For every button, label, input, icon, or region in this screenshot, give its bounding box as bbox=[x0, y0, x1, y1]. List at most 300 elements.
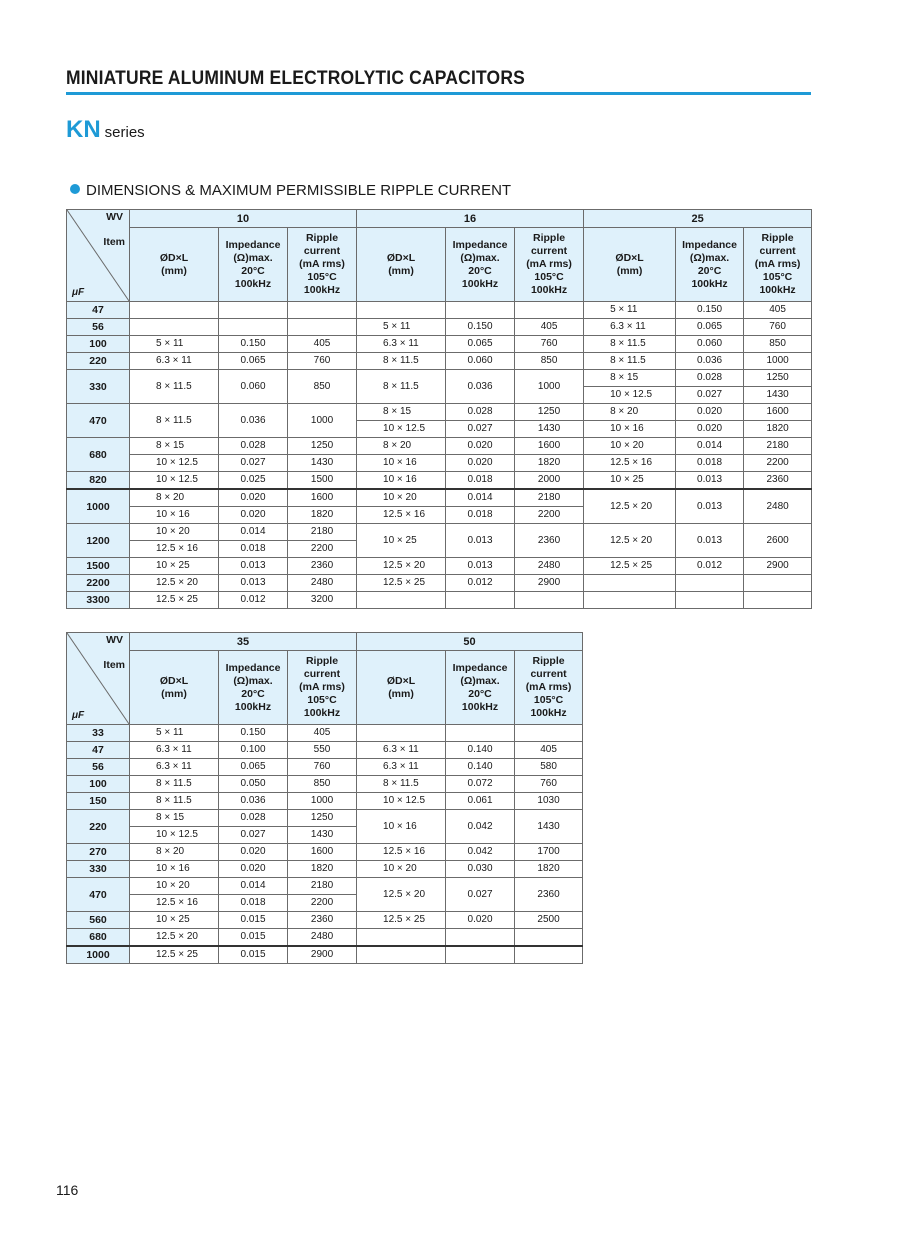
ripple-cell: 1820 bbox=[744, 421, 812, 438]
dimension-cell: 8 × 11.5 bbox=[130, 793, 219, 810]
series-code: KN bbox=[66, 116, 101, 143]
table-row bbox=[67, 336, 812, 353]
ripple-cell: 1500 bbox=[288, 472, 357, 490]
impedance-cell: 0.036 bbox=[446, 370, 515, 404]
dimension-cell: 12.5 × 25 bbox=[357, 912, 446, 929]
impedance-cell: 0.013 bbox=[446, 524, 515, 558]
rip-subheader-line: current bbox=[530, 668, 567, 680]
ripple-cell: 2360 bbox=[744, 472, 812, 490]
dimension-cell: 10 × 12.5 bbox=[584, 387, 676, 404]
dim-subheader-line: (mm) bbox=[161, 264, 187, 277]
imp-subheader-line: (Ω)max. bbox=[460, 674, 500, 687]
dimension-cell: 5 × 11 bbox=[130, 725, 219, 742]
table-row bbox=[67, 759, 583, 776]
impedance-cell bbox=[219, 302, 288, 319]
table-row bbox=[67, 302, 812, 319]
dimension-cell: 8 × 11.5 bbox=[130, 404, 219, 438]
impedance-cell: 0.065 bbox=[219, 759, 288, 776]
ripple-cell: 2360 bbox=[515, 878, 583, 912]
capacitance-cell: 1500 bbox=[67, 558, 130, 575]
voltage-header: 16 bbox=[357, 210, 584, 228]
ripple-cell: 760 bbox=[515, 776, 583, 793]
impedance-cell: 0.013 bbox=[676, 472, 744, 490]
imp-subheader-line: (Ω)max. bbox=[689, 251, 730, 264]
ripple-cell: 405 bbox=[515, 319, 584, 336]
imp-subheader-line: 20°C bbox=[241, 687, 265, 700]
table-row bbox=[67, 455, 812, 472]
table-row bbox=[67, 558, 812, 575]
dim-subheader-line: ØD×L bbox=[386, 251, 416, 264]
ripple-cell bbox=[288, 302, 357, 319]
ripple-cell: 1430 bbox=[515, 421, 584, 438]
capacitance-cell: 100 bbox=[67, 776, 130, 793]
rip-subheader-line: 105°C bbox=[533, 694, 564, 706]
ripple-cell: 2360 bbox=[288, 558, 357, 575]
dimension-cell: 12.5 × 16 bbox=[584, 455, 676, 472]
dimension-cell: 8 × 11.5 bbox=[584, 353, 676, 370]
dimension-cell: 5 × 11 bbox=[584, 302, 676, 319]
imp-subheader-line: Impedance bbox=[452, 238, 508, 251]
dimension-cell: 8 × 20 bbox=[584, 404, 676, 421]
dimension-cell: 8 × 15 bbox=[130, 438, 219, 455]
dim-subheader bbox=[130, 228, 219, 302]
rip-subheader-line: Ripple bbox=[305, 655, 339, 667]
impedance-cell: 0.072 bbox=[446, 776, 515, 793]
dimension-cell: 8 × 11.5 bbox=[357, 353, 446, 370]
ripple-cell: 1820 bbox=[288, 507, 357, 524]
dim-subheader bbox=[357, 228, 446, 302]
section-heading bbox=[70, 182, 511, 199]
rip-subheader-line: 105°C bbox=[307, 694, 337, 706]
table-row bbox=[67, 404, 812, 421]
rip-subheader-line: Ripple bbox=[305, 232, 339, 244]
dimension-cell: 10 × 20 bbox=[130, 524, 219, 541]
corner-header bbox=[67, 633, 130, 725]
impedance-cell: 0.012 bbox=[676, 558, 744, 575]
ripple-cell: 405 bbox=[288, 725, 357, 742]
impedance-cell: 0.015 bbox=[219, 929, 288, 947]
ripple-cell: 1820 bbox=[288, 861, 357, 878]
impedance-cell: 0.020 bbox=[219, 844, 288, 861]
table-row bbox=[67, 861, 583, 878]
imp-subheader-line: 100kHz bbox=[234, 700, 272, 713]
imp-subheader-line: Impedance bbox=[225, 661, 281, 674]
ripple-cell: 2480 bbox=[744, 489, 812, 524]
rip-subheader-line: 100kHz bbox=[530, 284, 568, 296]
dimension-cell: 8 × 11.5 bbox=[130, 776, 219, 793]
ripple-cell: 3200 bbox=[288, 592, 357, 609]
ripple-cell: 1820 bbox=[515, 455, 584, 472]
dimension-cell: 8 × 20 bbox=[357, 438, 446, 455]
title-rule bbox=[66, 92, 811, 95]
ripple-cell: 850 bbox=[515, 353, 584, 370]
rip-subheader-line: 105°C bbox=[534, 271, 564, 283]
dimension-cell bbox=[130, 302, 219, 319]
dimension-cell: 8 × 15 bbox=[357, 404, 446, 421]
impedance-cell: 0.020 bbox=[219, 861, 288, 878]
ripple-cell: 2900 bbox=[515, 575, 584, 592]
impedance-cell: 0.065 bbox=[219, 353, 288, 370]
dim-subheader-line: ØD×L bbox=[615, 251, 644, 264]
rip-subheader bbox=[515, 651, 583, 725]
ripple-cell bbox=[288, 319, 357, 336]
impedance-cell: 0.140 bbox=[446, 742, 515, 759]
capacitance-cell: 1000 bbox=[67, 489, 130, 524]
impedance-cell: 0.014 bbox=[446, 489, 515, 507]
ripple-cell: 2500 bbox=[515, 912, 583, 929]
impedance-cell: 0.050 bbox=[219, 776, 288, 793]
table-row bbox=[67, 472, 812, 490]
impedance-cell: 0.014 bbox=[219, 524, 288, 541]
ripple-cell: 2480 bbox=[288, 575, 357, 592]
impedance-cell: 0.061 bbox=[446, 793, 515, 810]
dimension-cell: 12.5 × 20 bbox=[130, 575, 219, 592]
dimension-cell: 10 × 12.5 bbox=[357, 421, 446, 438]
dimension-cell: 8 × 20 bbox=[130, 489, 219, 507]
dimension-cell: 8 × 11.5 bbox=[130, 370, 219, 404]
ripple-cell: 2180 bbox=[288, 524, 357, 541]
impedance-cell: 0.027 bbox=[676, 387, 744, 404]
rip-subheader-line: Ripple bbox=[533, 232, 566, 244]
dimension-cell: 12.5 × 20 bbox=[130, 929, 219, 947]
imp-subheader-line: 20°C bbox=[697, 264, 722, 277]
dimension-cell bbox=[130, 319, 219, 336]
table-row bbox=[67, 844, 583, 861]
ripple-cell: 760 bbox=[288, 353, 357, 370]
ripple-cell: 1250 bbox=[744, 370, 812, 387]
dimension-cell: 12.5 × 25 bbox=[130, 592, 219, 609]
imp-subheader-line: 100kHz bbox=[691, 277, 728, 290]
page-title: MINIATURE ALUMINUM ELECTROLYTIC CAPACITORS bbox=[66, 68, 525, 89]
impedance-cell: 0.065 bbox=[676, 319, 744, 336]
ripple-cell: 2200 bbox=[515, 507, 584, 524]
dimension-cell bbox=[357, 592, 446, 609]
dimension-cell: 10 × 12.5 bbox=[130, 827, 219, 844]
impedance-cell: 0.065 bbox=[446, 336, 515, 353]
dim-subheader bbox=[584, 228, 676, 302]
dimension-cell: 6.3 × 11 bbox=[357, 336, 446, 353]
impedance-cell bbox=[446, 592, 515, 609]
rip-subheader-line: 100kHz bbox=[303, 707, 341, 719]
impedance-cell: 0.036 bbox=[219, 404, 288, 438]
impedance-cell: 0.028 bbox=[446, 404, 515, 421]
ripple-cell bbox=[515, 302, 584, 319]
dimension-cell: 12.5 × 20 bbox=[357, 878, 446, 912]
capacitance-cell: 560 bbox=[67, 912, 130, 929]
table-row bbox=[67, 946, 583, 964]
imp-subheader bbox=[219, 651, 288, 725]
capacitance-cell: 150 bbox=[67, 793, 130, 810]
dimension-cell: 6.3 × 11 bbox=[584, 319, 676, 336]
table-row bbox=[67, 878, 583, 895]
impedance-cell: 0.028 bbox=[676, 370, 744, 387]
rip-subheader-line: 100kHz bbox=[759, 284, 796, 296]
rip-subheader-line: Ripple bbox=[532, 655, 565, 667]
impedance-cell: 0.015 bbox=[219, 912, 288, 929]
table-row bbox=[67, 776, 583, 793]
impedance-cell: 0.060 bbox=[446, 353, 515, 370]
impedance-cell: 0.015 bbox=[219, 946, 288, 964]
ripple-cell: 2900 bbox=[288, 946, 357, 964]
ripple-cell: 2600 bbox=[744, 524, 812, 558]
impedance-cell: 0.014 bbox=[676, 438, 744, 455]
ripple-cell: 1430 bbox=[288, 827, 357, 844]
impedance-cell: 0.018 bbox=[219, 541, 288, 558]
imp-subheader bbox=[446, 651, 515, 725]
rip-subheader-line: current bbox=[303, 245, 341, 257]
impedance-cell: 0.020 bbox=[446, 438, 515, 455]
dim-subheader-line: ØD×L bbox=[386, 674, 416, 687]
impedance-cell bbox=[446, 946, 515, 964]
imp-subheader-line: 100kHz bbox=[461, 277, 499, 290]
ripple-cell: 1430 bbox=[288, 455, 357, 472]
table-row bbox=[67, 524, 812, 541]
table-row bbox=[67, 742, 583, 759]
ripple-cell: 2900 bbox=[744, 558, 812, 575]
ripple-cell: 1700 bbox=[515, 844, 583, 861]
voltage-header: 50 bbox=[357, 633, 583, 651]
imp-subheader-line: 100kHz bbox=[234, 277, 272, 290]
dimension-cell: 8 × 15 bbox=[130, 810, 219, 827]
ripple-cell bbox=[744, 592, 812, 609]
capacitance-cell: 680 bbox=[67, 929, 130, 947]
impedance-cell: 0.018 bbox=[219, 895, 288, 912]
dimension-cell: 12.5 × 25 bbox=[130, 946, 219, 964]
table-row bbox=[67, 793, 583, 810]
dim-subheader bbox=[357, 651, 446, 725]
dimension-cell bbox=[584, 592, 676, 609]
capacitance-cell: 470 bbox=[67, 404, 130, 438]
dimension-cell: 12.5 × 25 bbox=[357, 575, 446, 592]
dimension-cell: 8 × 11.5 bbox=[357, 776, 446, 793]
ripple-cell: 2480 bbox=[515, 558, 584, 575]
imp-subheader bbox=[219, 228, 288, 302]
imp-subheader bbox=[446, 228, 515, 302]
dimension-cell bbox=[357, 725, 446, 742]
dimension-cell: 10 × 16 bbox=[357, 455, 446, 472]
impedance-cell: 0.018 bbox=[446, 472, 515, 490]
impedance-cell: 0.014 bbox=[219, 878, 288, 895]
ripple-cell: 1000 bbox=[288, 793, 357, 810]
ripple-cell: 580 bbox=[515, 759, 583, 776]
impedance-cell: 0.020 bbox=[676, 404, 744, 421]
dimension-cell: 6.3 × 11 bbox=[130, 759, 219, 776]
impedance-cell: 0.013 bbox=[219, 575, 288, 592]
dimension-cell: 10 × 16 bbox=[357, 810, 446, 844]
imp-subheader-line: (Ω)max. bbox=[233, 674, 273, 687]
imp-subheader-line: 20°C bbox=[468, 264, 492, 277]
impedance-cell: 0.028 bbox=[219, 438, 288, 455]
dimension-cell bbox=[357, 946, 446, 964]
rip-subheader-line: current bbox=[530, 245, 568, 257]
dimension-cell: 6.3 × 11 bbox=[130, 742, 219, 759]
impedance-cell: 0.060 bbox=[676, 336, 744, 353]
ripple-cell: 2180 bbox=[515, 489, 584, 507]
dimension-cell: 10 × 16 bbox=[130, 507, 219, 524]
impedance-cell: 0.013 bbox=[676, 489, 744, 524]
dim-subheader-line: ØD×L bbox=[159, 251, 189, 264]
capacitance-cell: 680 bbox=[67, 438, 130, 472]
imp-subheader-line: Impedance bbox=[682, 238, 737, 251]
ripple-cell: 2480 bbox=[288, 929, 357, 947]
voltage-header: 35 bbox=[130, 633, 357, 651]
table-row bbox=[67, 353, 812, 370]
dim-subheader-line: (mm) bbox=[161, 687, 187, 700]
impedance-cell: 0.030 bbox=[446, 861, 515, 878]
impedance-cell: 0.013 bbox=[676, 524, 744, 558]
dimension-cell: 12.5 × 20 bbox=[584, 524, 676, 558]
impedance-cell: 0.150 bbox=[219, 725, 288, 742]
ripple-cell: 2360 bbox=[515, 524, 584, 558]
dimension-cell: 8 × 11.5 bbox=[584, 336, 676, 353]
ripple-cell: 2000 bbox=[515, 472, 584, 490]
impedance-cell: 0.140 bbox=[446, 759, 515, 776]
dimension-cell: 10 × 20 bbox=[357, 861, 446, 878]
capacitance-cell: 330 bbox=[67, 370, 130, 404]
capacitance-cell: 220 bbox=[67, 353, 130, 370]
ripple-cell: 1430 bbox=[515, 810, 583, 844]
impedance-cell: 0.020 bbox=[446, 455, 515, 472]
rip-subheader bbox=[744, 228, 812, 302]
capacitance-cell: 2200 bbox=[67, 575, 130, 592]
dimension-cell: 10 × 25 bbox=[584, 472, 676, 490]
capacitance-cell: 470 bbox=[67, 878, 130, 912]
imp-subheader-line: Impedance bbox=[225, 238, 281, 251]
dimension-cell: 6.3 × 11 bbox=[357, 742, 446, 759]
rip-subheader-line: 105°C bbox=[762, 271, 793, 283]
ripple-cell: 2180 bbox=[288, 878, 357, 895]
capacitance-cell: 47 bbox=[67, 742, 130, 759]
ripple-cell: 760 bbox=[515, 336, 584, 353]
table-row bbox=[67, 370, 812, 387]
ripple-cell bbox=[515, 929, 583, 947]
impedance-cell bbox=[219, 319, 288, 336]
rip-subheader-line: 105°C bbox=[307, 271, 337, 283]
ripple-cell: 2180 bbox=[744, 438, 812, 455]
ripple-cell: 760 bbox=[744, 319, 812, 336]
ripple-cell: 1000 bbox=[744, 353, 812, 370]
uf-label: μF bbox=[72, 287, 85, 298]
voltage-header: 25 bbox=[584, 210, 812, 228]
ripple-cell: 2200 bbox=[288, 895, 357, 912]
dimension-cell: 10 × 25 bbox=[130, 912, 219, 929]
impedance-cell: 0.027 bbox=[219, 827, 288, 844]
imp-subheader-line: 20°C bbox=[468, 687, 492, 700]
impedance-cell: 0.060 bbox=[219, 370, 288, 404]
dimension-cell: 12.5 × 16 bbox=[130, 541, 219, 558]
dimension-cell: 6.3 × 11 bbox=[130, 353, 219, 370]
rip-subheader bbox=[515, 228, 584, 302]
impedance-cell: 0.013 bbox=[446, 558, 515, 575]
dimension-cell: 10 × 20 bbox=[130, 878, 219, 895]
impedance-cell: 0.042 bbox=[446, 810, 515, 844]
wv-label: WV bbox=[106, 211, 123, 223]
ripple-cell: 1820 bbox=[515, 861, 583, 878]
dimension-cell bbox=[584, 575, 676, 592]
ripple-cell: 405 bbox=[515, 742, 583, 759]
dim-subheader-line: ØD×L bbox=[159, 674, 189, 687]
dimension-cell: 5 × 11 bbox=[357, 319, 446, 336]
ripple-cell: 405 bbox=[288, 336, 357, 353]
capacitance-cell: 56 bbox=[67, 759, 130, 776]
dimension-cell: 12.5 × 20 bbox=[357, 558, 446, 575]
ripple-cell: 1250 bbox=[515, 404, 584, 421]
table-row bbox=[67, 725, 583, 742]
ripple-cell: 1600 bbox=[515, 438, 584, 455]
series-heading bbox=[66, 116, 145, 144]
capacitance-cell: 1000 bbox=[67, 946, 130, 964]
capacitance-cell: 270 bbox=[67, 844, 130, 861]
dimension-cell: 12.5 × 16 bbox=[357, 507, 446, 524]
ripple-cell: 1600 bbox=[744, 404, 812, 421]
dim-subheader bbox=[130, 651, 219, 725]
impedance-cell: 0.012 bbox=[219, 592, 288, 609]
rip-subheader-line: (mA rms) bbox=[525, 681, 572, 693]
impedance-cell: 0.020 bbox=[446, 912, 515, 929]
bullet-icon bbox=[70, 184, 80, 194]
ripple-cell: 1030 bbox=[515, 793, 583, 810]
ripple-cell bbox=[515, 725, 583, 742]
ripple-table-1 bbox=[66, 209, 812, 609]
dimension-cell: 12.5 × 16 bbox=[130, 895, 219, 912]
impedance-cell bbox=[676, 575, 744, 592]
rip-subheader-line: (mA rms) bbox=[299, 258, 345, 270]
dimension-cell: 12.5 × 25 bbox=[584, 558, 676, 575]
capacitance-cell: 47 bbox=[67, 302, 130, 319]
ripple-cell: 760 bbox=[288, 759, 357, 776]
capacitance-cell: 3300 bbox=[67, 592, 130, 609]
dimension-cell: 10 × 25 bbox=[130, 558, 219, 575]
capacitance-cell: 330 bbox=[67, 861, 130, 878]
rip-subheader-line: current bbox=[759, 245, 796, 257]
dimension-cell: 8 × 11.5 bbox=[357, 370, 446, 404]
impedance-cell: 0.027 bbox=[446, 878, 515, 912]
ripple-cell: 550 bbox=[288, 742, 357, 759]
imp-subheader-line: (Ω)max. bbox=[460, 251, 500, 264]
impedance-cell bbox=[446, 929, 515, 947]
ripple-table-2 bbox=[66, 632, 583, 964]
dimension-cell: 6.3 × 11 bbox=[357, 759, 446, 776]
capacitance-cell: 220 bbox=[67, 810, 130, 844]
dimension-cell: 10 × 12.5 bbox=[130, 455, 219, 472]
ripple-cell: 850 bbox=[288, 370, 357, 404]
table-row bbox=[67, 810, 583, 827]
impedance-cell: 0.100 bbox=[219, 742, 288, 759]
dimension-cell: 12.5 × 20 bbox=[584, 489, 676, 524]
ripple-cell: 1600 bbox=[288, 489, 357, 507]
table-row bbox=[67, 438, 812, 455]
wv-label: WV bbox=[106, 634, 123, 646]
capacitance-cell: 1200 bbox=[67, 524, 130, 558]
series-word: series bbox=[104, 124, 145, 141]
ripple-cell: 1250 bbox=[288, 810, 357, 827]
dimension-cell: 5 × 11 bbox=[130, 336, 219, 353]
rip-subheader-line: current bbox=[303, 668, 341, 680]
impedance-cell: 0.028 bbox=[219, 810, 288, 827]
impedance-cell: 0.013 bbox=[219, 558, 288, 575]
ripple-cell bbox=[744, 575, 812, 592]
capacitance-cell: 820 bbox=[67, 472, 130, 490]
dimension-cell: 10 × 12.5 bbox=[130, 472, 219, 490]
impedance-cell: 0.020 bbox=[219, 489, 288, 507]
rip-subheader-line: 100kHz bbox=[303, 284, 341, 296]
impedance-cell: 0.018 bbox=[446, 507, 515, 524]
imp-subheader-line: 20°C bbox=[241, 264, 265, 277]
ripple-cell bbox=[515, 946, 583, 964]
page-number: 116 bbox=[56, 1182, 79, 1198]
dimension-cell bbox=[357, 302, 446, 319]
dimension-cell: 10 × 20 bbox=[357, 489, 446, 507]
